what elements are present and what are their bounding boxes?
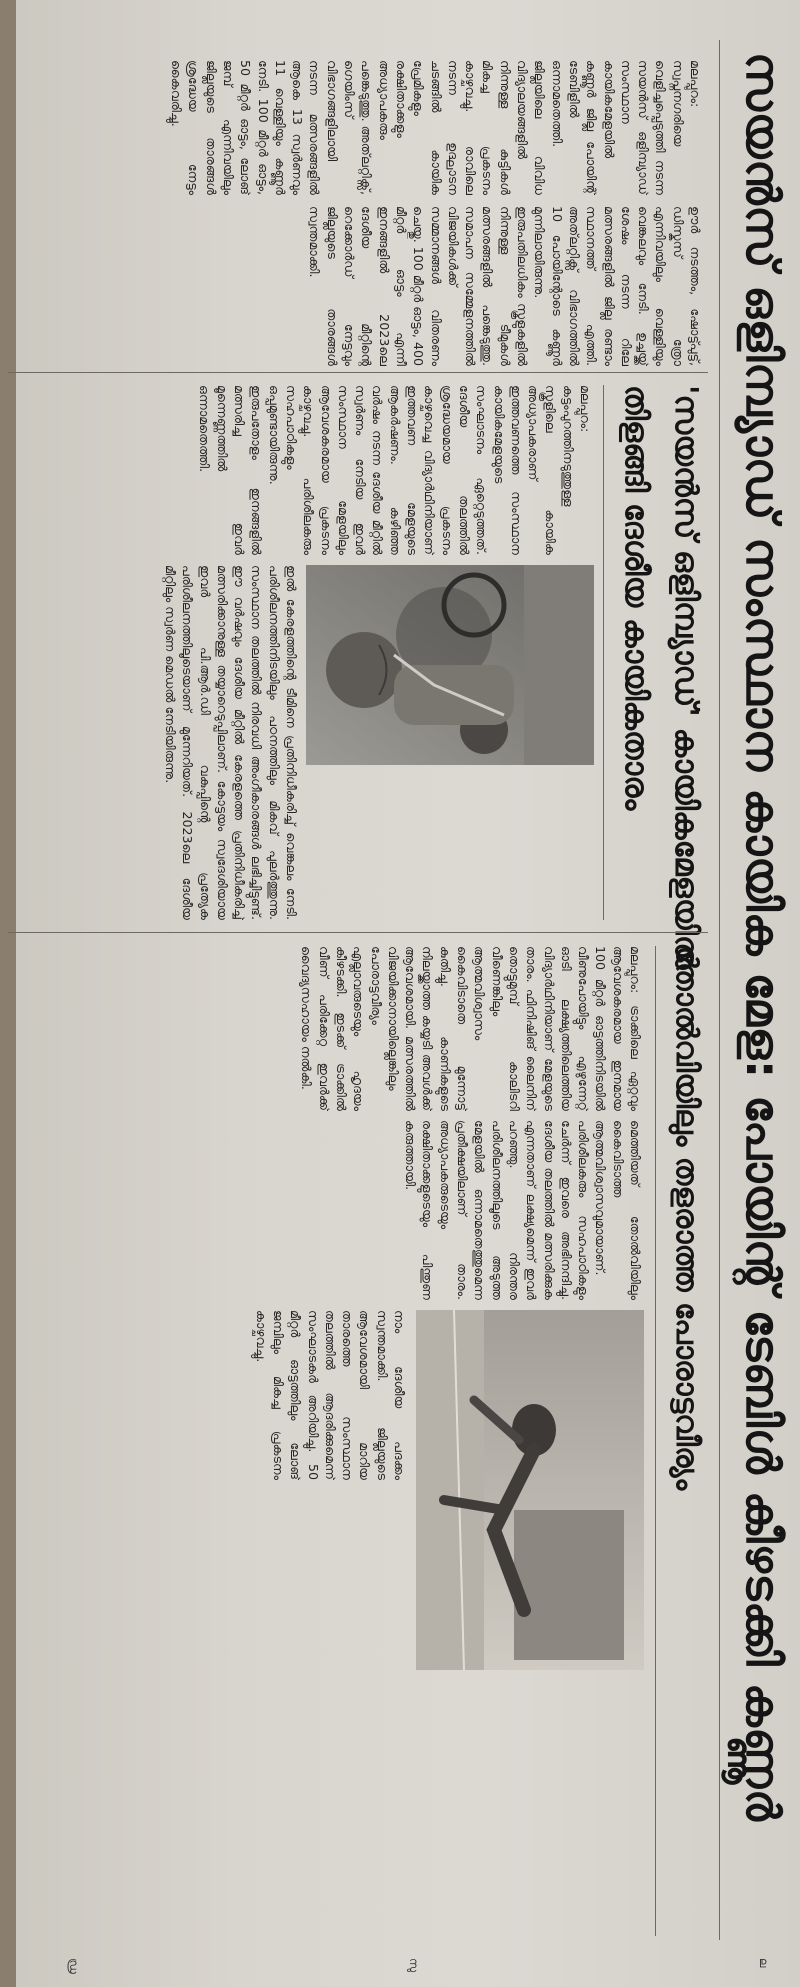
margin-mark-1: ല (757, 1958, 770, 1968)
margin-mark-2: സു (407, 1958, 420, 1973)
article-2-headline-line-2: തിളങ്ങി ദേശീയ കായികതാരം (618, 385, 654, 811)
headline-rule (719, 40, 720, 1940)
article-3-column-3: നാം ദേശീയ പദക്കം സ്വന്തമാക്കി. ജില്ലയുടെ ആവേശമായി മാറിയ താരത്തെ സംസ്ഥാന തലത്തിൽ ആദരിക്കുമെന്ന് സംഘാടകർ അറിയിച്ചു. 50 മീറ്റർ ഓട്ടത്തിലും ലോങ് ജമ്പിലും മികച്ച പ്രകടനം കാഴ്ചവച്ചു. (253, 1310, 407, 1480)
article-3-headline: തോൽവിയിലും തളരാത്ത പോരാട്ടവീര്യം (669, 946, 704, 1491)
margin-mark-3: ഡ്ര (67, 1958, 80, 1974)
article-1-column-1: മലപ്പുറം: സ്വപ്നനഗരിയെ വെളിച്ചപ്പെടുത്തി നടന്ന സയൻസ് ഒളിമ്പ്യാഡ് സംസ്ഥാന കായികമേളയിൽ കണ്ണൂർ ജില്ല പോയിന്റ് ടേബിളിൽ ഒന്നാമതെത്തി. ജില്ലയിലെ വിവിധ വിദ്യാലയങ്ങളിൽ നിന്നുള്ള കുട്ടികൾ മികച്ച പ്രകടനം കാഴ്ചവച്ചു. രാവിലെ നടന്ന ഉദ്ഘാടന ചടങ്ങിൽ കായിക പ്രേമികളും രക്ഷിതാക്കളും അധ്യാപകരും പങ്കെടുത്തു. അത്‌ലറ്റിക്സ്, ഗെയിംസ് വിഭാഗങ്ങളിലായി നടന്ന മത്സരങ്ങളിൽ ആകെ 13 സ്വർണവും 11 വെള്ളിയും കണ്ണൂർ നേടി. 100 മീറ്റർ ഓട്ടം, 50 മീറ്റർ ഓട്ടം, ലോങ് ജമ്പ് എന്നിവയിലും ജില്ലയുടെ താരങ്ങൾ ശ്രദ്ധേയ നേട്ടം കൈവരിച്ചു. (169, 60, 703, 195)
article-2-headline-rule (603, 385, 604, 920)
main-headline: സയൻസ് ഒളിമ്പ്യാഡ് സംസ്ഥാന കായിക മേള: പോയിന്റ് ടേബിൾ കീഴടക്കി കണ്ണൂർ (736, 52, 790, 1822)
article-2-column-1: മലപ്പുറം: കട്ടംപുറത്തിനടുത്തുള്ള സ്കൂളിലെ കായിക അധ്യാപകരാണ് ഇത്തവണത്തെ സംസ്ഥാന കായികമേളയുടെ സംഘാടനം ഏറ്റെടുത്തത്. ദേശീയ തലത്തിൽ ശ്രദ്ധേയമായ പ്രകടനം കാഴ്ചവെച്ച വിദ്യാർഥിനിയാണ് ഇത്തവണ മേളയുടെ ആകർഷണം. കഴിഞ്ഞ വർഷം നടന്ന ദേശീയ മീറ്റിൽ സ്വർണം നേടിയ ഇവർ സംസ്ഥാന മേളയിലും ആവേശകരമായ പ്രകടനം കാഴ്ചവച്ചു. പരിശീലകരും സഹപാഠികളും ഒപ്പമുണ്ടായിരുന്നു. ഇരുപതോളം ഇനങ്ങളിൽ മത്സരിച്ച ഇവർ മൂന്നെണ്ണത്തിൽ ഒന്നാമതെത്തി. (197, 385, 593, 555)
column-divider-1 (8, 372, 708, 373)
athlete-photo (306, 565, 594, 765)
column-divider-2 (8, 932, 708, 933)
runner-photo (416, 1310, 644, 1670)
article-3-column-1: മലപ്പുറം: ട്രാക്കിലെ ഏറ്റവും ആവേശകരമായ ഇനമായ 100 മീറ്റർ ഓട്ടത്തിനിടയിൽ വീണുപോയിട്ടും എഴുന്നേറ്റ് ഓടി ലക്ഷ്യത്തിലെത്തിയ വിദ്യാർഥിനിയാണ് മേളയുടെ താരം. ഫിനിഷിങ് ലൈനിന് തൊട്ടുമുമ്പ് കാലിടറി വീണെങ്കിലും ആത്മവിശ്വാസം കൈവിടാതെ മുന്നോട്ട് കുതിച്ചു. കാണികളുടെ നിലയ്ക്കാത്ത കയ്യടി അവൾക്ക് ആവേശമായി. മത്സരത്തിൽ വിജയിക്കാനായില്ലെങ്കിലും പോരാട്ടവീര്യം എല്ലാവരുടെയും ഹൃദയം കീഴടക്കി. ഇടക്ക് ട്രാക്കിൽ വീണ് പരിക്കേറ്റ ഇവർക്ക് വൈദ്യസഹായം നൽകി. (299, 946, 643, 1111)
article-3-headline-rule (655, 946, 656, 1936)
article-2-column-2: ഇൽ കേരളത്തിന്റെ ടീമിനെ പ്രതിനിധീകരിച്ച് വെങ്കലം നേടി. പരിശീലനത്തിനിടയിലും പഠനത്തിലും മികവ് പുലർത്തുന്നു. സംസ്ഥാന തലത്തിൽ നിരവധി അംഗീകാരങ്ങൾ ലഭിച്ചിട്ടുണ്ട്. ഈ വർഷവും ദേശീയ മീറ്റിൽ കേരളത്തെ പ്രതിനിധീകരിച്ച് മത്സരിക്കാനുള്ള തയ്യാറെടുപ്പിലാണ്. കോട്ടയം സ്വദേശിയായ ഇവർ പി.ആർ.ഡി വകുപ്പിന്റെ പ്രത്യേക പരിശീലനത്തിലൂടെയാണ് മുന്നേറിയത്. 2023ലെ ദേശീയ മീറ്റിലും സ്വർണ മെഡൽ നേടിയിരുന്നു. (162, 565, 299, 920)
article-3-column-2: മെത്തിയത് തോൽവിയിലും കൈവിടാത്ത ആത്മവിശ്വാസവുമായാണ്. പരിശീലകരും സഹപാഠികളും ചേർന്ന് ഇവരെ അഭിനന്ദിച്ചു. ദേശീയ തലത്തിൽ മത്സരിക്കുക എന്നതാണ് ലക്ഷ്യമെന്ന് ഇവർ പറഞ്ഞു. നിരന്തര പരിശീലനത്തിലൂടെ അടുത്ത മേളയിൽ ഒന്നാമതെത്തുമെന്ന പ്രതീക്ഷയിലാണ് താരം. അധ്യാപകരുടെയും രക്ഷിതാക്കളുടെയും പിന്തുണ കരുത്തായി. (403, 1120, 643, 1300)
article-1-column-2: ഊർ നടത്തം, ഷോട്ട്പുട്ട്, ഡിസ്കസ് ത്രോ എന്നിവയിലും വെള്ളിയും വെങ്കലവും നേടി. ഉച്ചയ്ക്ക് ശേഷം നടന്ന റിലേ മത്സരങ്ങളിൽ ജില്ല രണ്ടാം സ്ഥാനത്ത് എത്തി. അത്‌ലറ്റിക്സ് വിഭാഗത്തിൽ 10 പോയിന്റോടെ കണ്ണൂർ മുന്നിലായിരുന്നു. ഇരുപതിലധികം സ്കൂളുകളിൽ നിന്നുള്ള ടീമുകൾ മത്സരങ്ങളിൽ പങ്കെടുത്തു. സമാപന സമ്മേളനത്തിൽ വിജയികൾക്ക് സമ്മാനങ്ങൾ വിതരണം ചെയ്തു. 100 മീറ്റർ ഓട്ടം, 400 മീറ്റർ ഓട്ടം എന്നീ ഇനങ്ങളിൽ 2023ലെ ദേശീയ മീറ്റിന്റെ റെക്കോർഡ് നേട്ടവും ജില്ലയുടെ താരങ്ങൾ സ്വന്തമാക്കി. (307, 206, 703, 366)
article-2-headline-line-1: 'സയൻസ് ഒളിമ്പ്യാഡ്' കായികമേളയിൽ (668, 385, 704, 970)
